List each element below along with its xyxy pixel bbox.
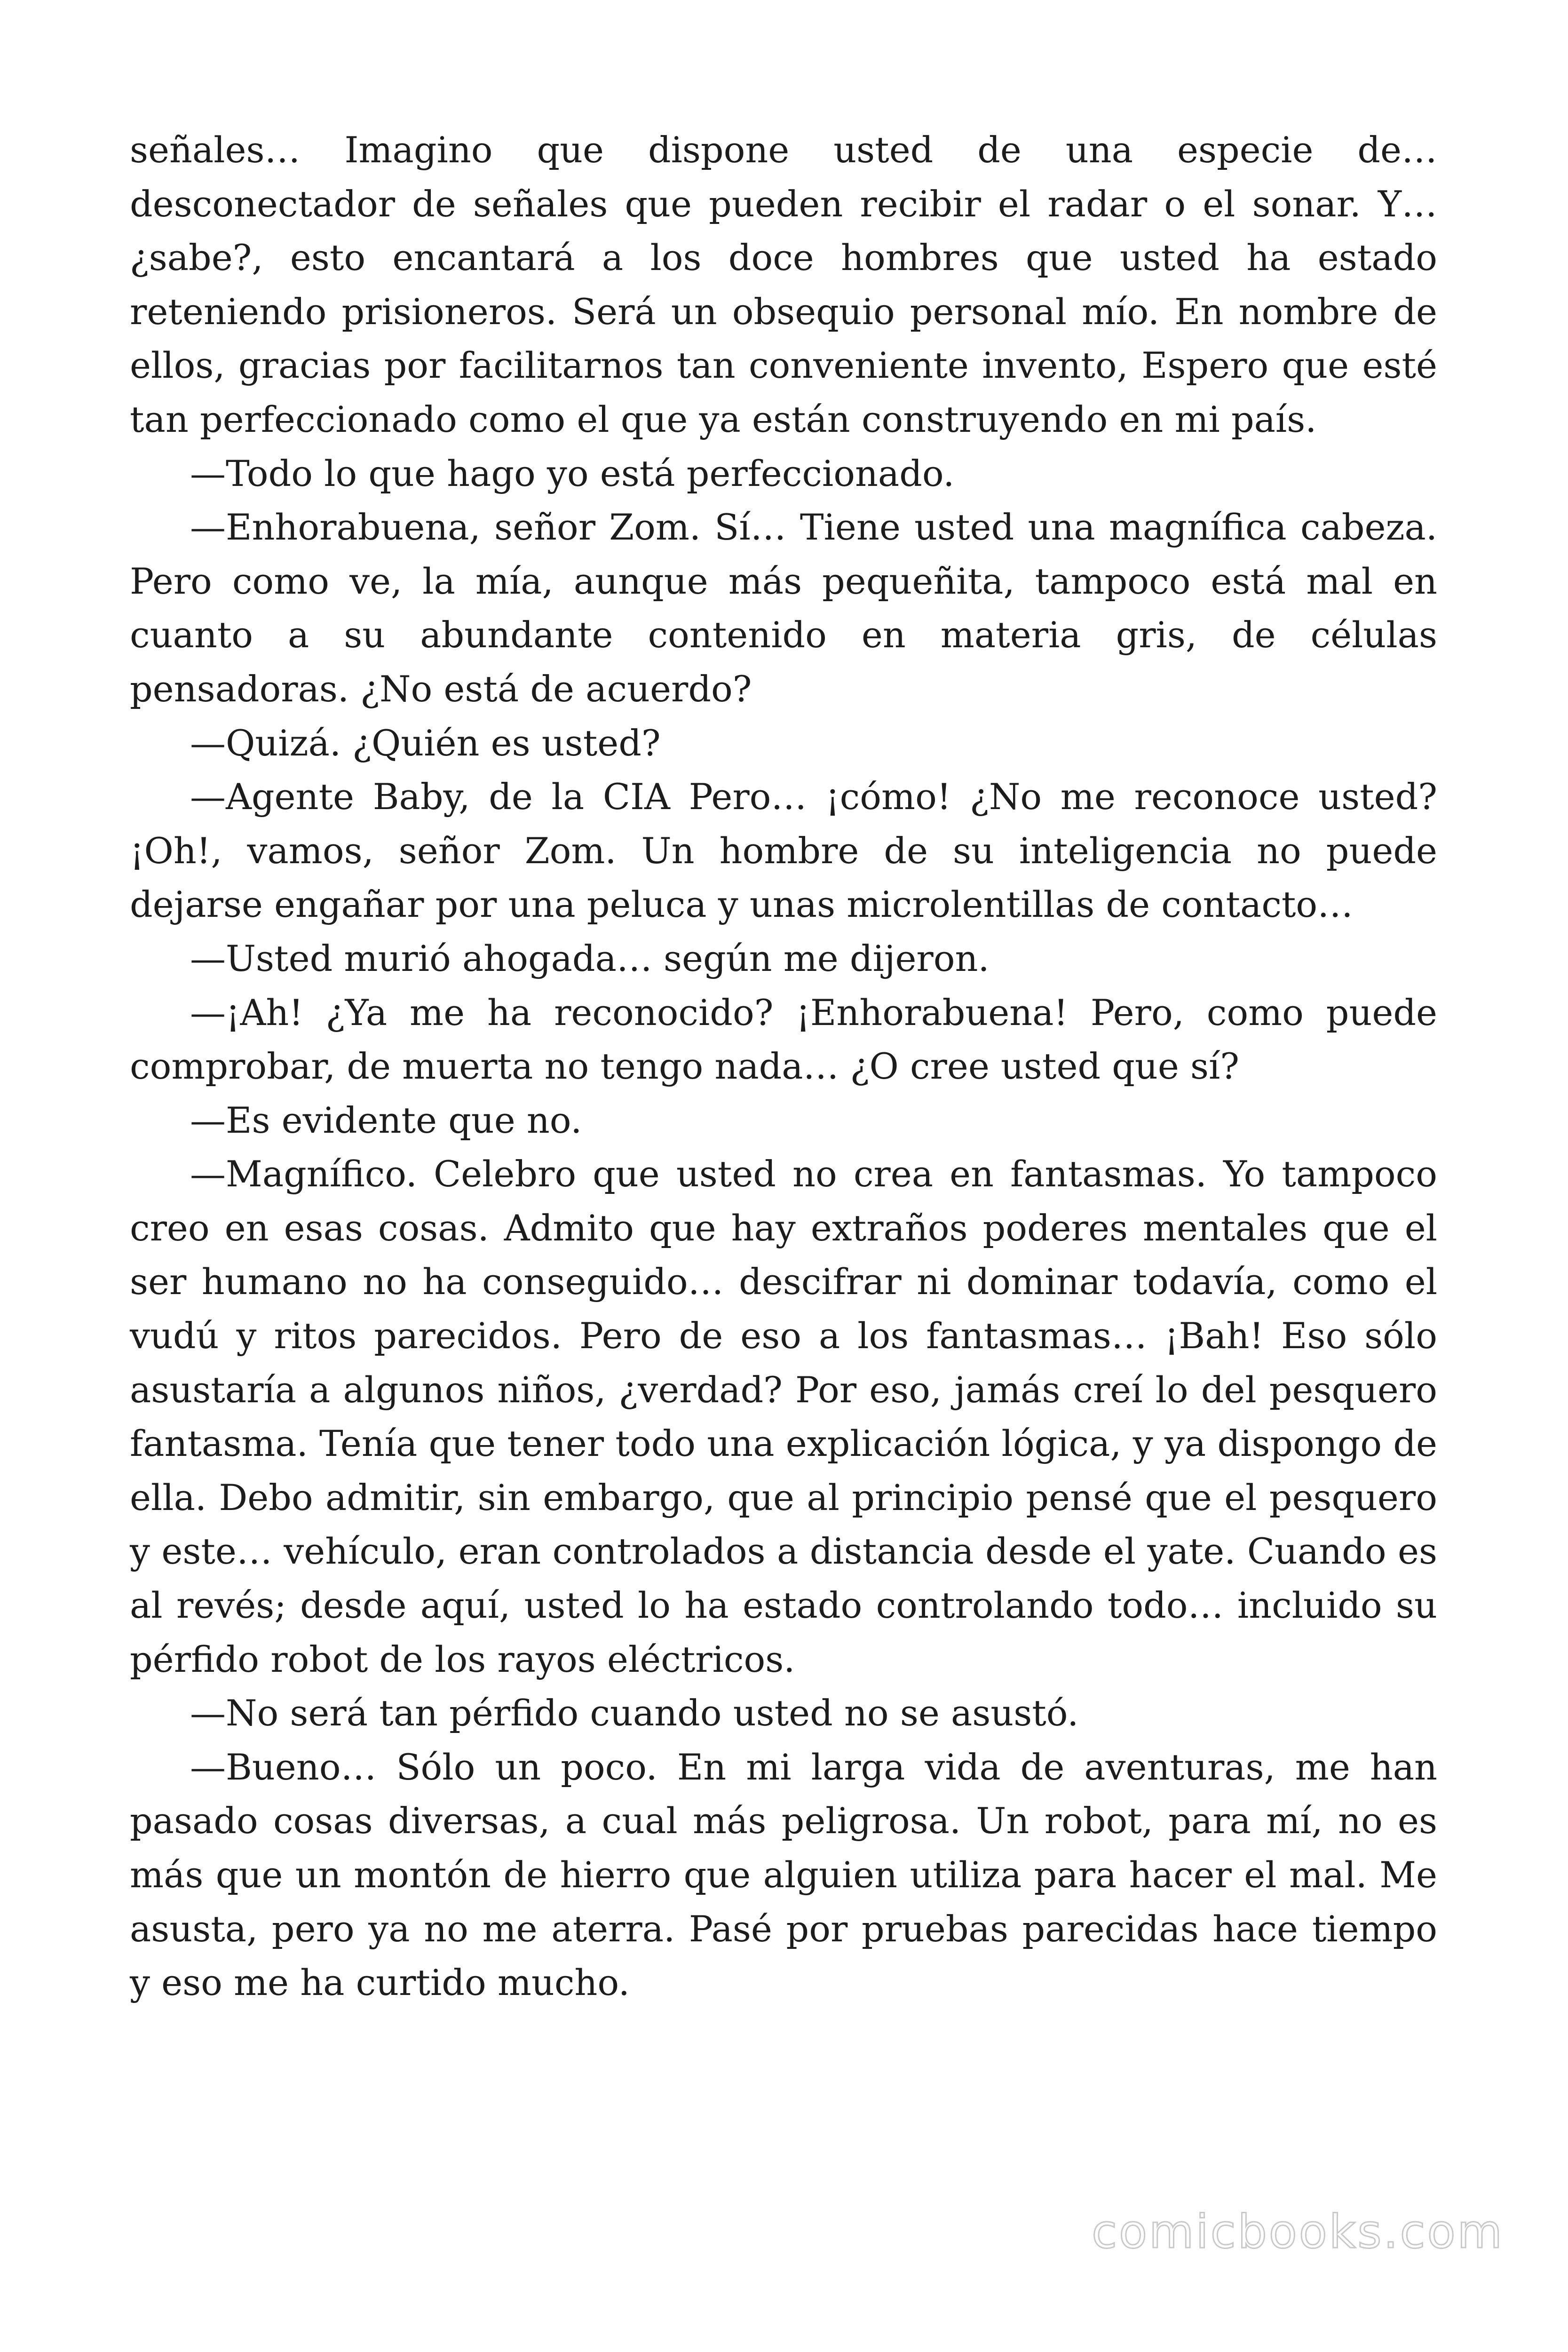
dialog-line: —Magnífico. Celebro que usted no crea en fantasmas. Yo tampoco creo en esas cosas. Admito que hay extraños poderes mentales que el ser humano no ha conseguido… descifrar ni dominar todavía, como el vudú y ritos parecidos. Pero de eso a los fantasmas… ¡Bah! Eso sólo asustaría a algunos niños, ¿verdad? Por eso, jamás creí lo del pesquero fantasma. Tenía que tener todo una explicación lógica, y ya dispongo de ella. Debo admitir, sin embargo, que al principio pensé que el pesquero y este… vehículo, eran controlados a distancia desde el yate. Cuando es al revés; desde aquí, usted lo ha estado controlando todo… incluido su pérfido robot de los rayos eléctricos. xyxy=(130,1153,1437,1680)
dialog-line: —Bueno… Sólo un poco. En mi larga vida de aventuras, me han pasado cosas diversas, a cual más peligrosa. Un robot, para mí, no es más que un montón de hierro que alguien utiliza para hacer el mal. Me asusta, pero ya no me aterra. Pasé por pruebas parecidas hace tiempo y eso me ha curtido mucho. xyxy=(130,1746,1437,2004)
watermark-logo: comicbooks.com xyxy=(1092,2205,1504,2259)
dialog-line: —Usted murió ahogada… según me dijeron. xyxy=(190,937,990,979)
dialog-line: —Agente Baby, de la CIA Pero… ¡cómo! ¿No me reconoce usted? ¡Oh!, vamos, señor Zom. Un hombre de su inteligencia no puede dejarse engañar por una peluca y unas microlentillas de contacto… xyxy=(130,776,1437,926)
dialog-line: —¡Ah! ¿Ya me ha reconocido? ¡Enhorabuena! Pero, como puede comprobar, de muerta no tengo nada… ¿O cree usted que sí? xyxy=(130,991,1437,1088)
dialog-line: —Todo lo que hago yo está perfeccionado. xyxy=(190,452,955,494)
dialog-line: —Enhorabuena, señor Zom. Sí… Tiene usted una magnífica cabeza. Pero como ve, la mía, aunque más pequeñita, tampoco está mal en cuanto a su abundante contenido en materia gris, de células pensadoras. ¿No está de acuerdo? xyxy=(130,506,1437,710)
paragraph-continuation: señales… Imagino que dispone usted de una especie de… desconectador de señales que pueden recibir el radar o el sonar. Y… ¿sabe?, esto encantará a los doce hombres que usted ha estado reteniendo prisioneros. Será un obsequio personal mío. En nombre de ellos, gracias por facilitarnos tan conveniente invento, Espero que esté tan perfeccionado como el que ya están construyendo en mi país. xyxy=(130,129,1437,440)
page-body-text xyxy=(130,123,1437,2010)
dialog-line: —Es evidente que no. xyxy=(190,1099,582,1141)
dialog-line: —No será tan pérfido cuando usted no se asustó. xyxy=(190,1692,1079,1734)
dialog-line: —Quizá. ¿Quién es usted? xyxy=(190,722,661,764)
